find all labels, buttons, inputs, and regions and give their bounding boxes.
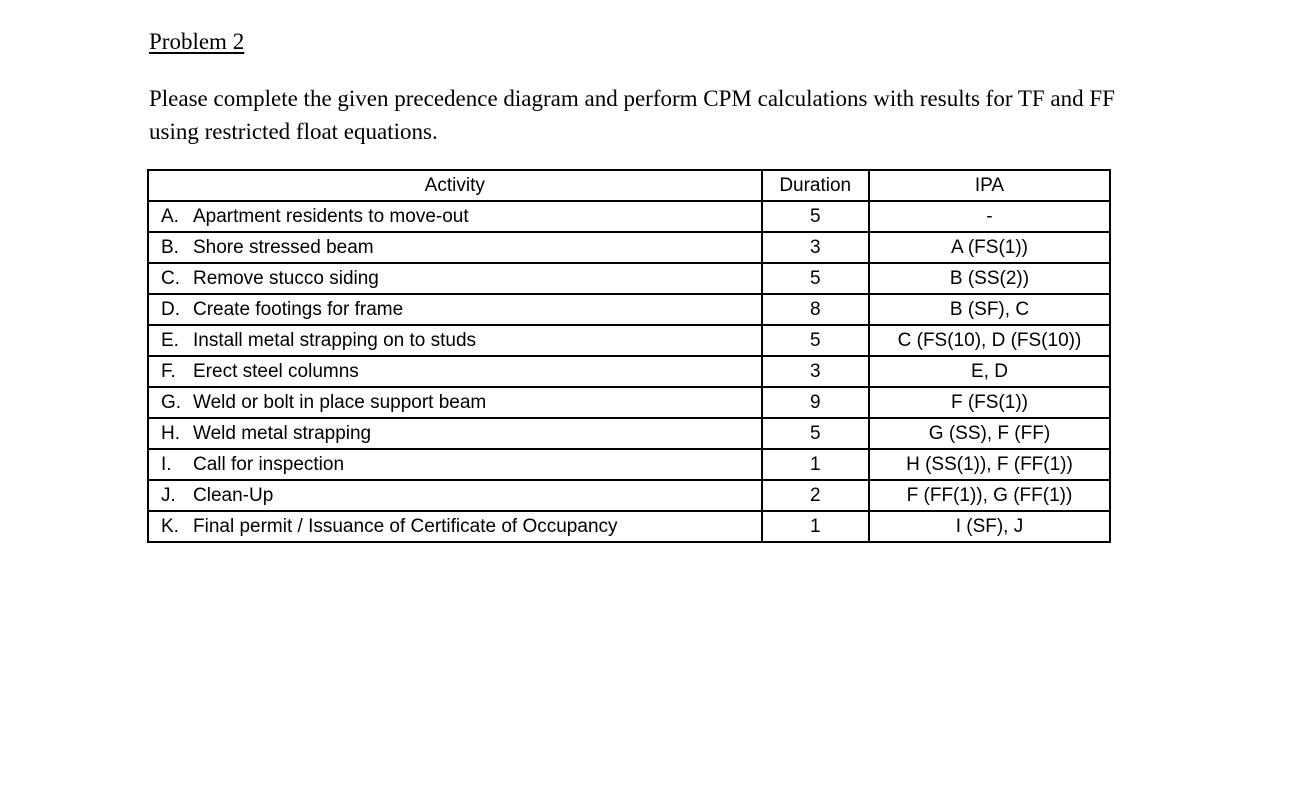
duration-cell: 5	[762, 263, 869, 294]
ipa-cell: A (FS(1))	[869, 232, 1110, 263]
duration-cell: 5	[762, 325, 869, 356]
activity-letter: I.	[161, 453, 172, 475]
duration-cell: 3	[762, 356, 869, 387]
ipa-cell: I (SF), J	[869, 511, 1110, 542]
ipa-cell: F (FF(1)), G (FF(1))	[869, 480, 1110, 511]
activity-cell	[148, 201, 762, 232]
duration-cell: 8	[762, 294, 869, 325]
duration-cell: 1	[762, 449, 869, 480]
ipa-cell: G (SS), F (FF)	[869, 418, 1110, 449]
ipa-cell: E, D	[869, 356, 1110, 387]
activity-name: Apartment residents to move-out	[193, 205, 469, 227]
activity-letter: C.	[161, 267, 180, 289]
activity-letter: F.	[161, 360, 176, 382]
activity-name: Clean-Up	[193, 484, 274, 506]
activity-cell	[148, 325, 762, 356]
activity-name: Call for inspection	[193, 453, 345, 475]
duration-cell: 1	[762, 511, 869, 542]
duration-cell: 3	[762, 232, 869, 263]
table-row	[148, 387, 1110, 418]
activity-name: Create footings for frame	[193, 298, 404, 320]
table-row	[148, 418, 1110, 449]
activity-cell	[148, 263, 762, 294]
activity-letter: K.	[161, 515, 179, 537]
activity-cell	[148, 232, 762, 263]
activity-name: Weld metal strapping	[193, 422, 372, 444]
activity-cell	[148, 480, 762, 511]
activity-cell	[148, 294, 762, 325]
activity-letter: B.	[161, 236, 179, 258]
table-row	[148, 449, 1110, 480]
activity-name: Erect steel columns	[193, 360, 359, 382]
ipa-cell: H (SS(1)), F (FF(1))	[869, 449, 1110, 480]
table-row	[148, 232, 1110, 263]
activity-cell	[148, 356, 762, 387]
activity-letter: D.	[161, 298, 180, 320]
activity-name: Remove stucco siding	[193, 267, 379, 289]
activity-name: Final permit / Issuance of Certificate of Occupancy	[193, 515, 618, 537]
duration-cell: 2	[762, 480, 869, 511]
ipa-cell: F (FS(1))	[869, 387, 1110, 418]
activity-name: Weld or bolt in place support beam	[193, 391, 487, 413]
table-row	[148, 511, 1110, 542]
activity-letter: G.	[161, 391, 182, 413]
header-duration: Duration	[762, 170, 869, 201]
activity-letter: H.	[161, 422, 180, 444]
header-ipa: IPA	[869, 170, 1110, 201]
activity-cell	[148, 418, 762, 449]
duration-cell: 5	[762, 201, 869, 232]
activity-letter: E.	[161, 329, 179, 351]
activity-letter: J.	[161, 484, 176, 506]
activity-cell	[148, 511, 762, 542]
activity-letter: A.	[161, 205, 179, 227]
activity-cell	[148, 387, 762, 418]
activity-name: Shore stressed beam	[193, 236, 374, 258]
table-row	[148, 325, 1110, 356]
instructions-text: Please complete the given precedence diagram and perform CPM calculations with results for TF and FF using restricted float equations.	[149, 86, 1115, 144]
table-row	[148, 201, 1110, 232]
table-row	[148, 263, 1110, 294]
duration-cell: 5	[762, 418, 869, 449]
table-row	[148, 294, 1110, 325]
ipa-cell: C (FS(10), D (FS(10))	[869, 325, 1110, 356]
ipa-cell: B (SS(2))	[869, 263, 1110, 294]
activity-cell	[148, 449, 762, 480]
ipa-cell: -	[869, 201, 1110, 232]
table-row	[148, 356, 1110, 387]
activity-table	[147, 169, 1111, 543]
ipa-cell: B (SF), C	[869, 294, 1110, 325]
table-row	[148, 480, 1110, 511]
activity-name: Install metal strapping on to studs	[193, 329, 477, 351]
table-header-row	[148, 170, 1110, 201]
header-activity: Activity	[148, 170, 762, 201]
duration-cell: 9	[762, 387, 869, 418]
problem-title: Problem 2	[149, 29, 245, 54]
